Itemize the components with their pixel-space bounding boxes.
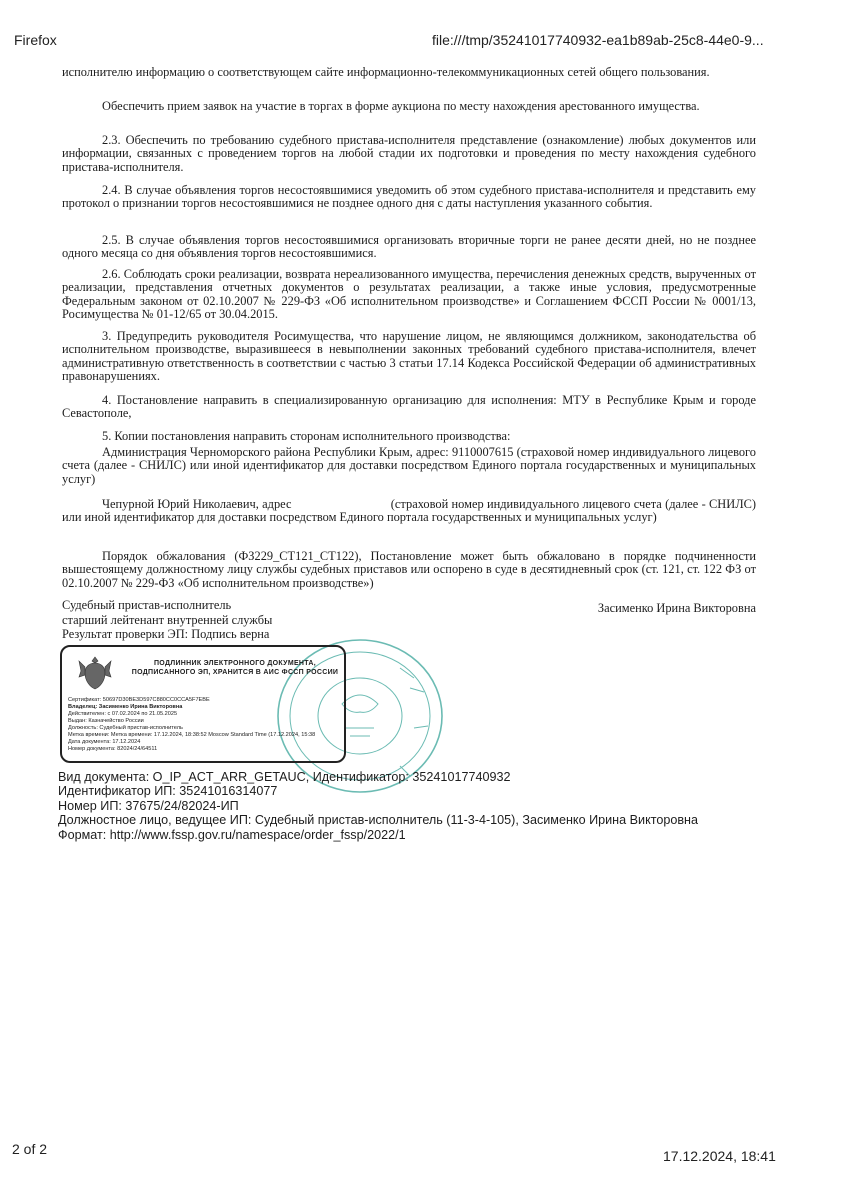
page-number: 2 of 2	[12, 1141, 48, 1157]
paragraph-5: 2.5. В случае объявления торгов несостоявшимися организовать вторичные торги не ранее десяти дней, но не позднее одного месяца со дня объявления торгов несостоявшимися.	[62, 233, 756, 261]
meta-ip-id: Идентификатор ИП: 35241016314077	[58, 784, 278, 799]
electronic-signature-stamp	[60, 645, 346, 763]
paragraph-10: Администрация Черноморского района Республики Крым, адрес: 9110007615 (страховой номер индивидуального лицевого счета (далее - СНИЛС) или иной идентификатор для доставки посредством Единого портала государственных и муниципальных услуг)	[62, 445, 756, 486]
stamp-line: Метка времени: Метка времени: 17.12.2024, 18:38:52 Moscow Standard Time (17.12.2024, 15:38	[68, 732, 316, 738]
meta-doc-type: Вид документа: O_IP_ACT_ARR_GETAUC, Идентификатор: 35241017740932	[58, 770, 511, 784]
meta-official: Должностное лицо, ведущее ИП: Судебный пристав-исполнитель (11-3-4-105), Засименко Ирина Викторовна	[58, 813, 699, 828]
paragraph-4: 2.4. В случае объявления торгов несостоявшимися уведомить об этом судебного пристава-исполнителя и представить ему протокол о признании торгов несостоявшимися не позднее одного дня с даты наступления указанного события.	[62, 183, 756, 211]
paragraph-8: 4. Постановление направить в специализированную организацию для исполнения: МТУ в Республике Крым и городе Севастополе,	[62, 393, 756, 421]
paragraph-1: исполнителю информацию о соответствующем сайте информационно-телекоммуникационных сетей общего пользования.	[62, 65, 710, 79]
stamp-line: Должность: Судебный пристав-исполнитель	[68, 725, 183, 731]
signer-position-2: старший лейтенант внутренней службы	[62, 613, 273, 627]
meta-format: Формат: http://www.fssp.gov.ru/namespace/order_fssp/2022/1	[58, 827, 406, 842]
paragraph-12: Порядок обжалования (ФЗ229_СТ121_СТ122), Постановление может быть обжаловано в порядке подчиненности вышестоящему должностному лицу службы судебных приставов или оспорено в суде в десятидневный срок (ст. 121, ст. 122 ФЗ от 02.10.2007 № 229-ФЗ «Об исполнительном производстве»)	[62, 549, 756, 590]
paragraph-7: 3. Предупредить руководителя Росимущества, что нарушение лицом, не являющимся должником, законодательства об исполнительном производстве, выразившееся в невыполнении законных требований судебного пристава-исполнителя, влечет административную ответственность в соответствии с частью 3 статьи 17.14 Кодекса Российской Федерации об административных правонарушениях.	[62, 329, 756, 384]
stamp-line: Номер документа: 82024/24/64511	[68, 746, 158, 752]
paragraph-9: 5. Копии постановления направить сторонам исполнительного производства:	[102, 429, 511, 443]
signature-check-result: Результат проверки ЭП: Подпись верна	[62, 627, 270, 641]
paragraph-6: 2.6. Соблюдать сроки реализации, возврата нереализованного имущества, перечисления денежных средств, вырученных от реализации, представления отчетных документов о результатах реализации, а также иные условия, предусмотренные Федеральным законом от 02.10.2007 № 229-ФЗ «Об исполнительном производстве» и Соглашением ФССП России № 0001/13, Росимущества № 01-12/65 от 30.04.2015.	[62, 267, 756, 322]
browser-app-name: Firefox	[14, 32, 57, 48]
stamp-line: Выдан: Казначейство России	[68, 718, 144, 724]
stamp-line: Дата документа: 17.12.2024	[68, 739, 141, 745]
stamp-line: Владелец: Засименко Ирина Викторовна	[68, 704, 183, 710]
page-url: file:///tmp/35241017740932-ea1b89ab-25c8-44e0-9...	[432, 32, 764, 48]
stamp-line: Сертификат: 50697D30BE3D597C880CC0CCA5F7EBE	[68, 697, 210, 703]
paragraph-11: Чепурной Юрий Николаевич, адрес (страховой номер индивидуального лицевого счета (далее - СНИЛС) или иной идентификатор для доставки посредством Единого портала государственных и муниципальных услуг)	[62, 497, 760, 525]
signer-name: Засименко Ирина Викторовна	[597, 601, 756, 615]
signer-position-1: Судебный пристав-исполнитель	[62, 598, 232, 612]
eagle-emblem-icon	[78, 653, 112, 693]
meta-ip-number: Номер ИП: 37675/24/82024-ИП	[58, 798, 239, 813]
paragraph-2: Обеспечить прием заявок на участие в торгах в форме аукциона по месту нахождения арестованного имущества.	[102, 99, 700, 113]
stamp-line: Действителен: с 07.02.2024 по 21.05.2025	[68, 711, 178, 717]
print-datetime: 17.12.2024, 18:41	[663, 1148, 776, 1164]
stamp-details	[68, 697, 343, 753]
paragraph-3: 2.3. Обеспечить по требованию судебного пристава-исполнителя представление (ознакомление) любых документов или информации, связанных с проведением торгов на любой стадии их подготовки и проведения по месту нахождения судебного пристава-исполнителя.	[62, 133, 756, 174]
document-metadata	[58, 770, 698, 842]
stamp-title: ПОДЛИННИК ЭЛЕКТРОННОГО ДОКУМЕНТА, ПОДПИСАННОГО ЭП, ХРАНИТСЯ В АИС ФССП РОССИИ	[131, 660, 339, 676]
